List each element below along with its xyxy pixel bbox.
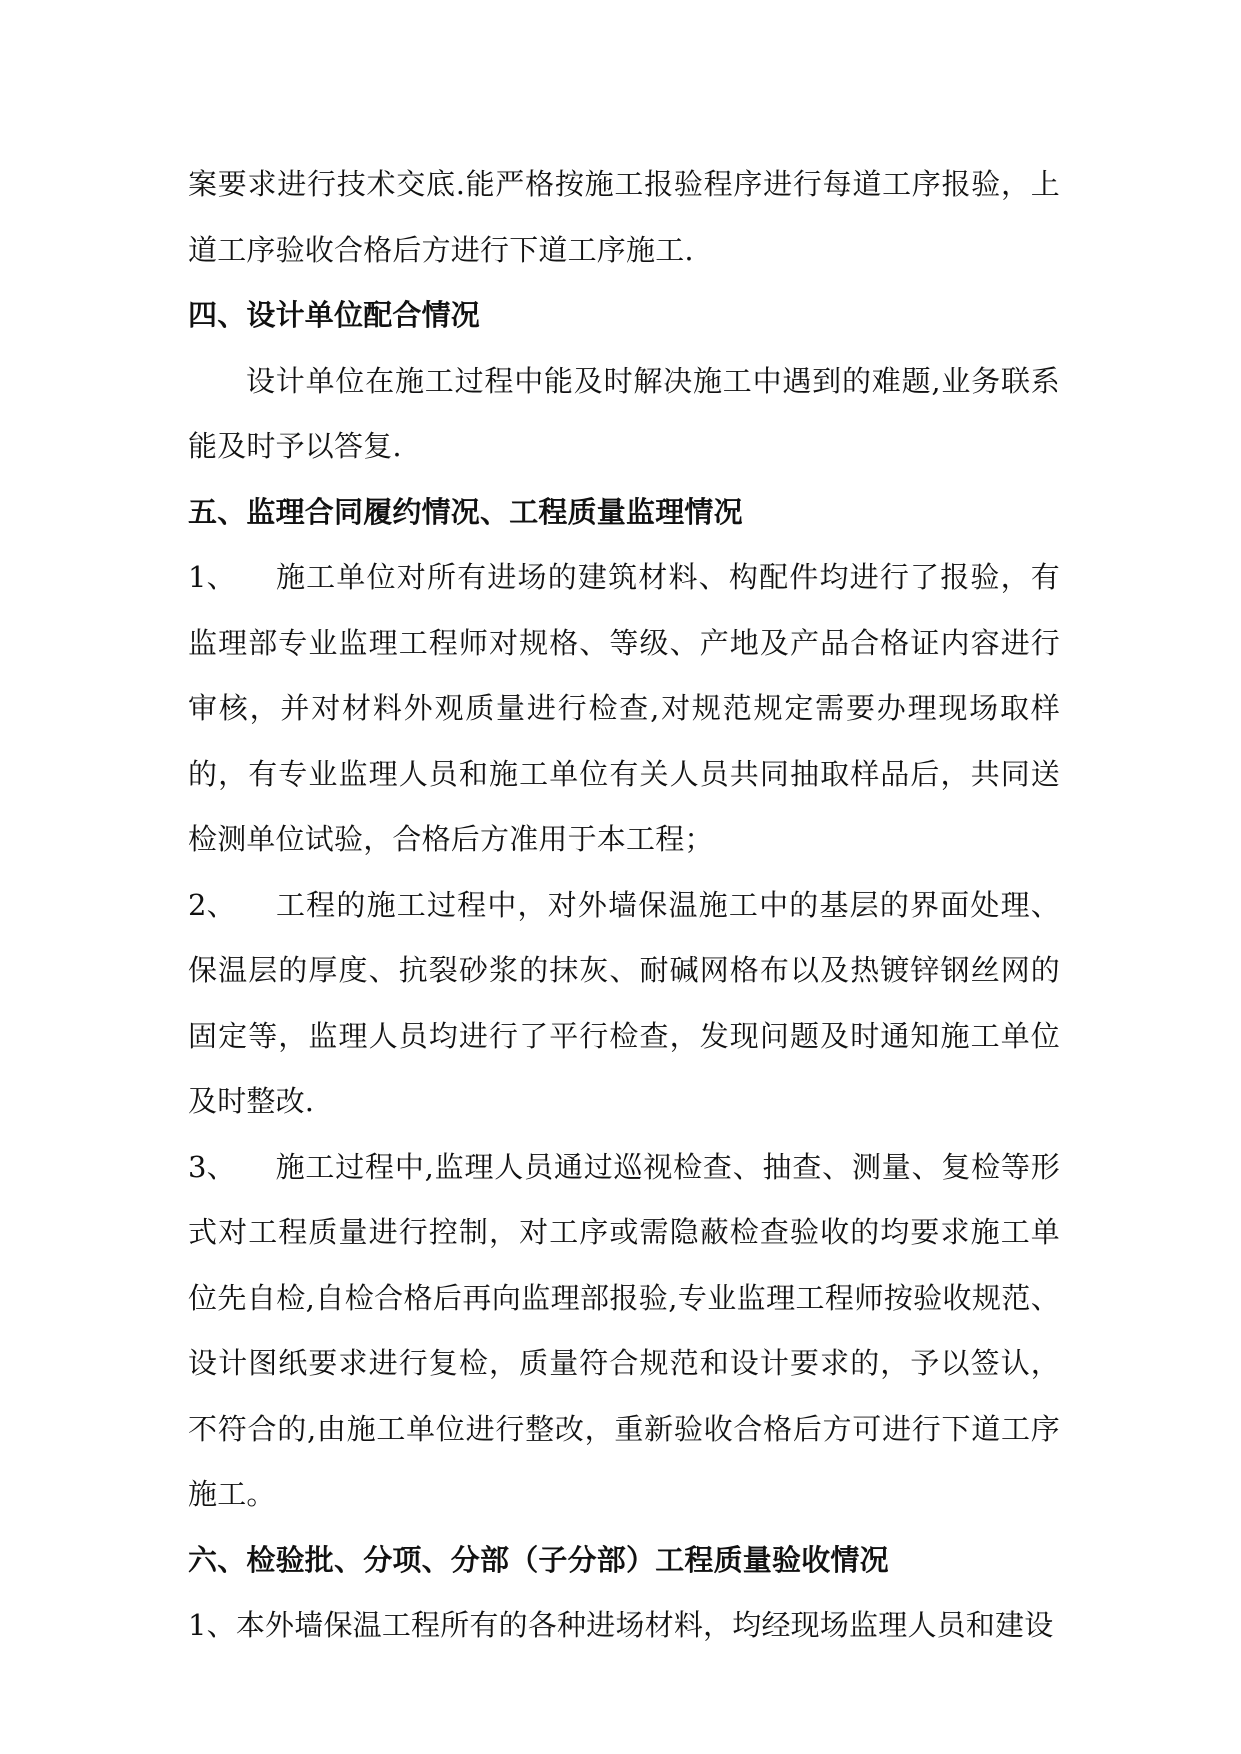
- document-body: [188, 152, 1060, 1659]
- section-6-item-1: 1、本外墙保温工程所有的各种进场材料，均经现场监理人员和建设: [188, 1608, 1054, 1642]
- continuation-paragraph: 案要求进行技术交底.能严格按施工报验程序进行每道工序报验，上道工序验收合格后方进行下道工序施工.: [188, 167, 1060, 267]
- section-4-paragraph: 设计单位在施工过程中能及时解决施工中遇到的难题,业务联系能及时予以答复.: [188, 363, 1060, 463]
- section-6-heading: 六、检验批、分项、分部（子分部）工程质量验收情况: [188, 1542, 889, 1577]
- item-text: 施工过程中,监理人员通过巡视检查、抽查、测量、复检等形式对工程质量进行控制，对工序或需隐蔽检查验收的均要求施工单位先自检,自检合格后再向监理部报验,专业监理工程师按验收规范、设计图纸要求进行复检，质量符合规范和设计要求的，予以签认，不符合的,由施工单位进行整改，重新验收合格后方可进行下道工序施工。: [188, 1149, 1060, 1511]
- item-text: 施工单位对所有进场的建筑材料、构配件均进行了报验，有监理部专业监理工程师对规格、等级、产地及产品合格证内容进行审核，并对材料外观质量进行检查,对规范规定需要办理现场取样的，有专业监理人员和施工单位有关人员共同抽取样品后，共同送检测单位试验，合格后方准用于本工程；: [188, 560, 1060, 856]
- section-5-item-3: [188, 1135, 1060, 1528]
- item-number: 2、: [188, 887, 236, 922]
- section-4-heading: 四、设计单位配合情况: [188, 298, 481, 332]
- item-number: 3、: [188, 1149, 236, 1184]
- item-number: 1、: [188, 560, 236, 594]
- section-5-heading: 五、监理合同履约情况、工程质量监理情况: [188, 494, 743, 529]
- section-5-item-1: [188, 545, 1060, 873]
- item-text: 工程的施工过程中，对外墙保温施工中的基层的界面处理、保温层的厚度、抗裂砂浆的抹灰、耐碱网格布以及热镀锌钢丝网的固定等，监理人员均进行了平行检查，发现问题及时通知施工单位及时整改.: [188, 887, 1060, 1118]
- section-5-item-2: [188, 873, 1060, 1135]
